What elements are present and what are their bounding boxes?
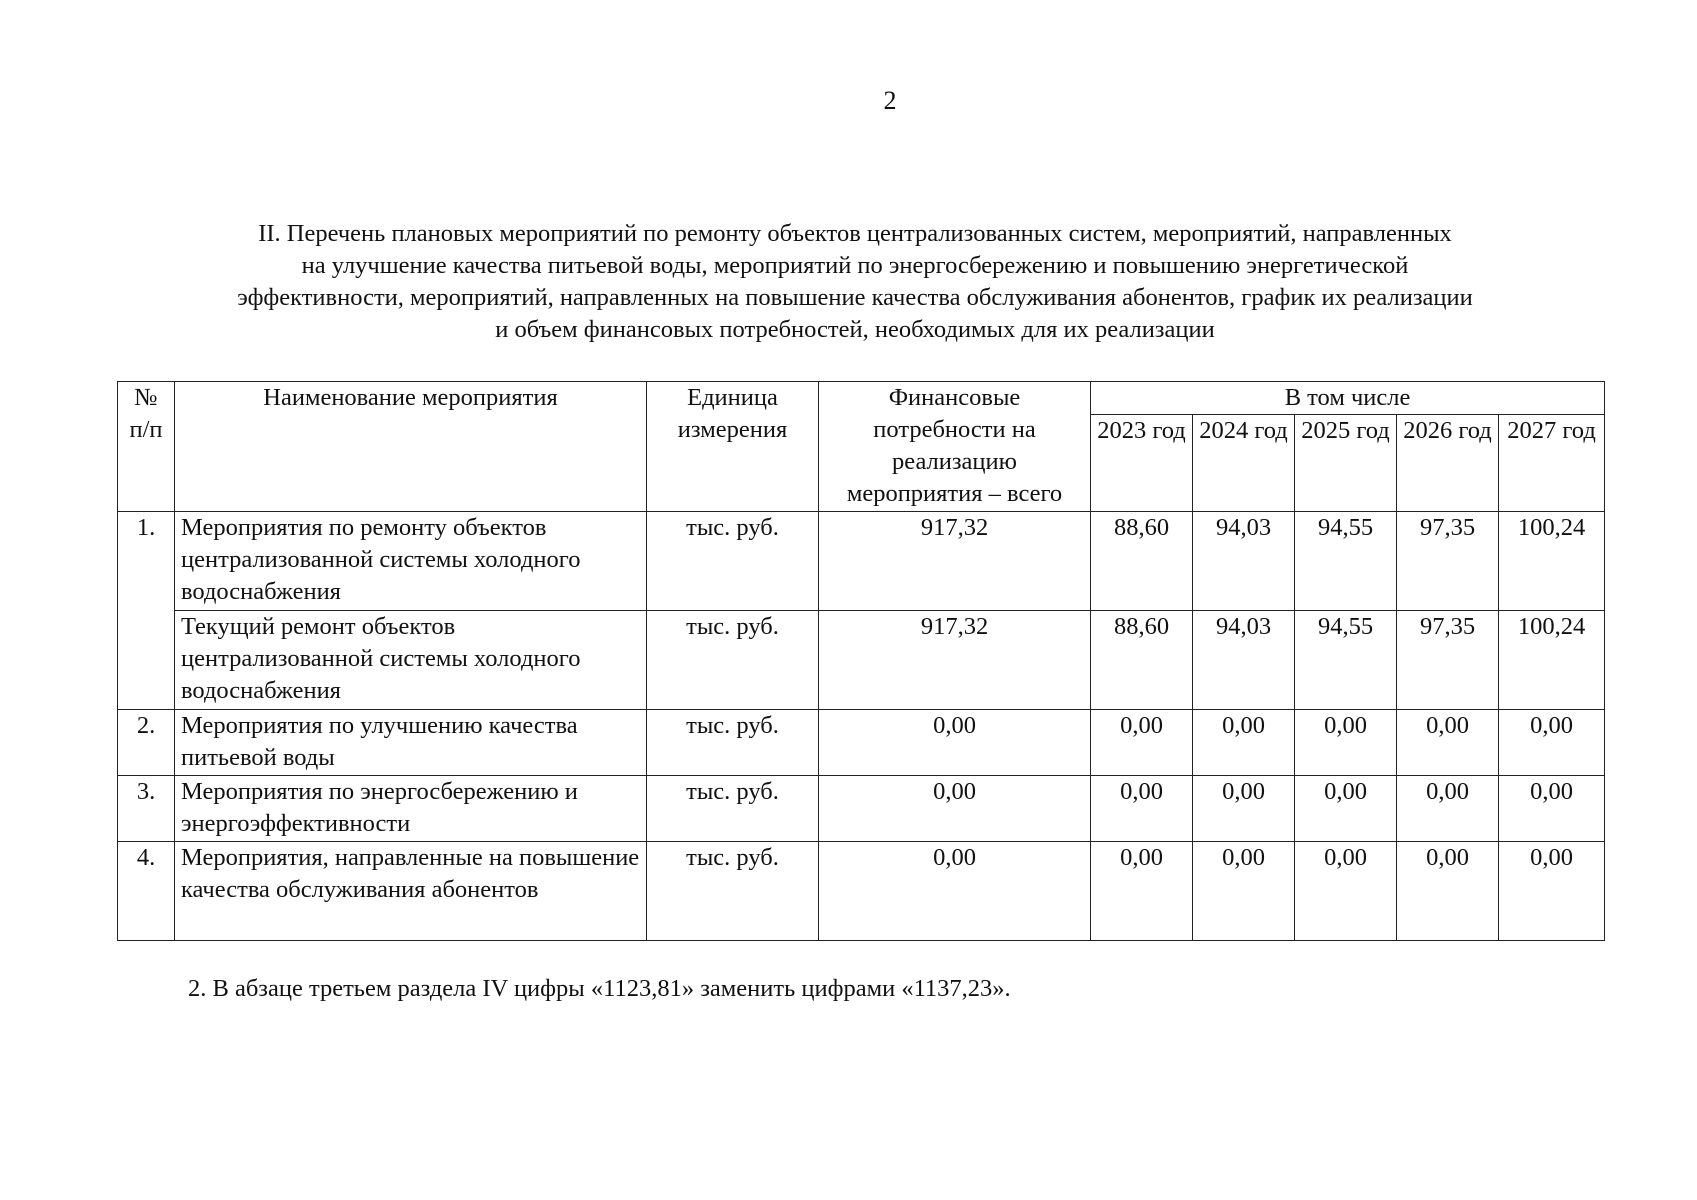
row-year-value: 0,00 [1397, 776, 1499, 842]
row-unit: тыс. руб. [647, 776, 819, 842]
row-year-value: 88,60 [1091, 611, 1193, 710]
heading-line: эффективности, мероприятий, направленных на повышение качества обслуживания абонентов, график их реализации [237, 284, 1473, 311]
row-num: 2. [118, 710, 175, 776]
row-year-value: 94,03 [1193, 611, 1295, 710]
table-row [118, 842, 1605, 941]
row-num: 3. [118, 776, 175, 842]
amendment-note: 2. В абзаце третьем раздела IV цифры «1123,81» заменить цифрами «1137,23». [188, 975, 1011, 1002]
row-num: 4. [118, 842, 175, 941]
row-year-value: 0,00 [1295, 842, 1397, 941]
table-row [118, 512, 1605, 611]
row-year-value: 0,00 [1091, 710, 1193, 776]
header-year: 2026 год [1397, 415, 1499, 512]
header-year: 2023 год [1091, 415, 1193, 512]
section-heading [120, 218, 1590, 346]
row-year-value: 0,00 [1397, 710, 1499, 776]
table-row [118, 710, 1605, 776]
row-unit: тыс. руб. [647, 842, 819, 941]
row-year-value: 0,00 [1295, 710, 1397, 776]
header-name: Наименование мероприятия [175, 382, 647, 512]
row-total: 917,32 [819, 512, 1091, 611]
header-year: 2027 год [1499, 415, 1605, 512]
row-year-value: 100,24 [1499, 611, 1605, 710]
header-including: В том числе [1091, 382, 1605, 415]
row-name: Мероприятия, направленные на повышение качества обслуживания абонентов [175, 842, 647, 941]
row-total: 917,32 [819, 611, 1091, 710]
row-year-value: 0,00 [1091, 842, 1193, 941]
heading-line: и объем финансовых потребностей, необходимых для их реализации [495, 316, 1215, 343]
table-row [118, 611, 1605, 710]
row-total: 0,00 [819, 842, 1091, 941]
row-year-value: 0,00 [1499, 842, 1605, 941]
heading-line: на улучшение качества питьевой воды, мероприятий по энергосбережению и повышению энергетической [301, 252, 1409, 279]
row-year-value: 94,55 [1295, 611, 1397, 710]
row-year-value: 97,35 [1397, 512, 1499, 611]
row-unit: тыс. руб. [647, 512, 819, 611]
page-number: 2 [883, 86, 897, 115]
row-name: Мероприятия по улучшению качества питьевой воды [175, 710, 647, 776]
row-year-value: 0,00 [1193, 776, 1295, 842]
row-year-value: 0,00 [1193, 842, 1295, 941]
row-year-value: 0,00 [1091, 776, 1193, 842]
header-total: Финансовые потребности на реализацию мероприятия – всего [819, 382, 1091, 512]
header-year: 2025 год [1295, 415, 1397, 512]
row-year-value: 0,00 [1295, 776, 1397, 842]
row-name: Мероприятия по энергосбережению и энергоэффективности [175, 776, 647, 842]
header-unit: Единица измерения [647, 382, 819, 512]
row-year-value: 0,00 [1397, 842, 1499, 941]
row-year-value: 94,55 [1295, 512, 1397, 611]
row-num: 1. [118, 512, 175, 710]
row-year-value: 94,03 [1193, 512, 1295, 611]
row-year-value: 0,00 [1499, 710, 1605, 776]
heading-line: II. Перечень плановых мероприятий по ремонту объектов централизованных систем, мероприятий, направленных [258, 220, 1452, 247]
row-name: Мероприятия по ремонту объектов централизованной системы холодного водоснабжения [175, 512, 647, 611]
row-year-value: 88,60 [1091, 512, 1193, 611]
header-num: № п/п [118, 382, 175, 512]
row-year-value: 100,24 [1499, 512, 1605, 611]
row-total: 0,00 [819, 710, 1091, 776]
row-year-value: 97,35 [1397, 611, 1499, 710]
row-unit: тыс. руб. [647, 611, 819, 710]
row-total: 0,00 [819, 776, 1091, 842]
row-unit: тыс. руб. [647, 710, 819, 776]
row-year-value: 0,00 [1499, 776, 1605, 842]
row-year-value: 0,00 [1193, 710, 1295, 776]
measures-table [117, 381, 1605, 941]
row-name: Текущий ремонт объектов централизованной системы холодного водоснабжения [175, 611, 647, 710]
header-year: 2024 год [1193, 415, 1295, 512]
table-row [118, 776, 1605, 842]
